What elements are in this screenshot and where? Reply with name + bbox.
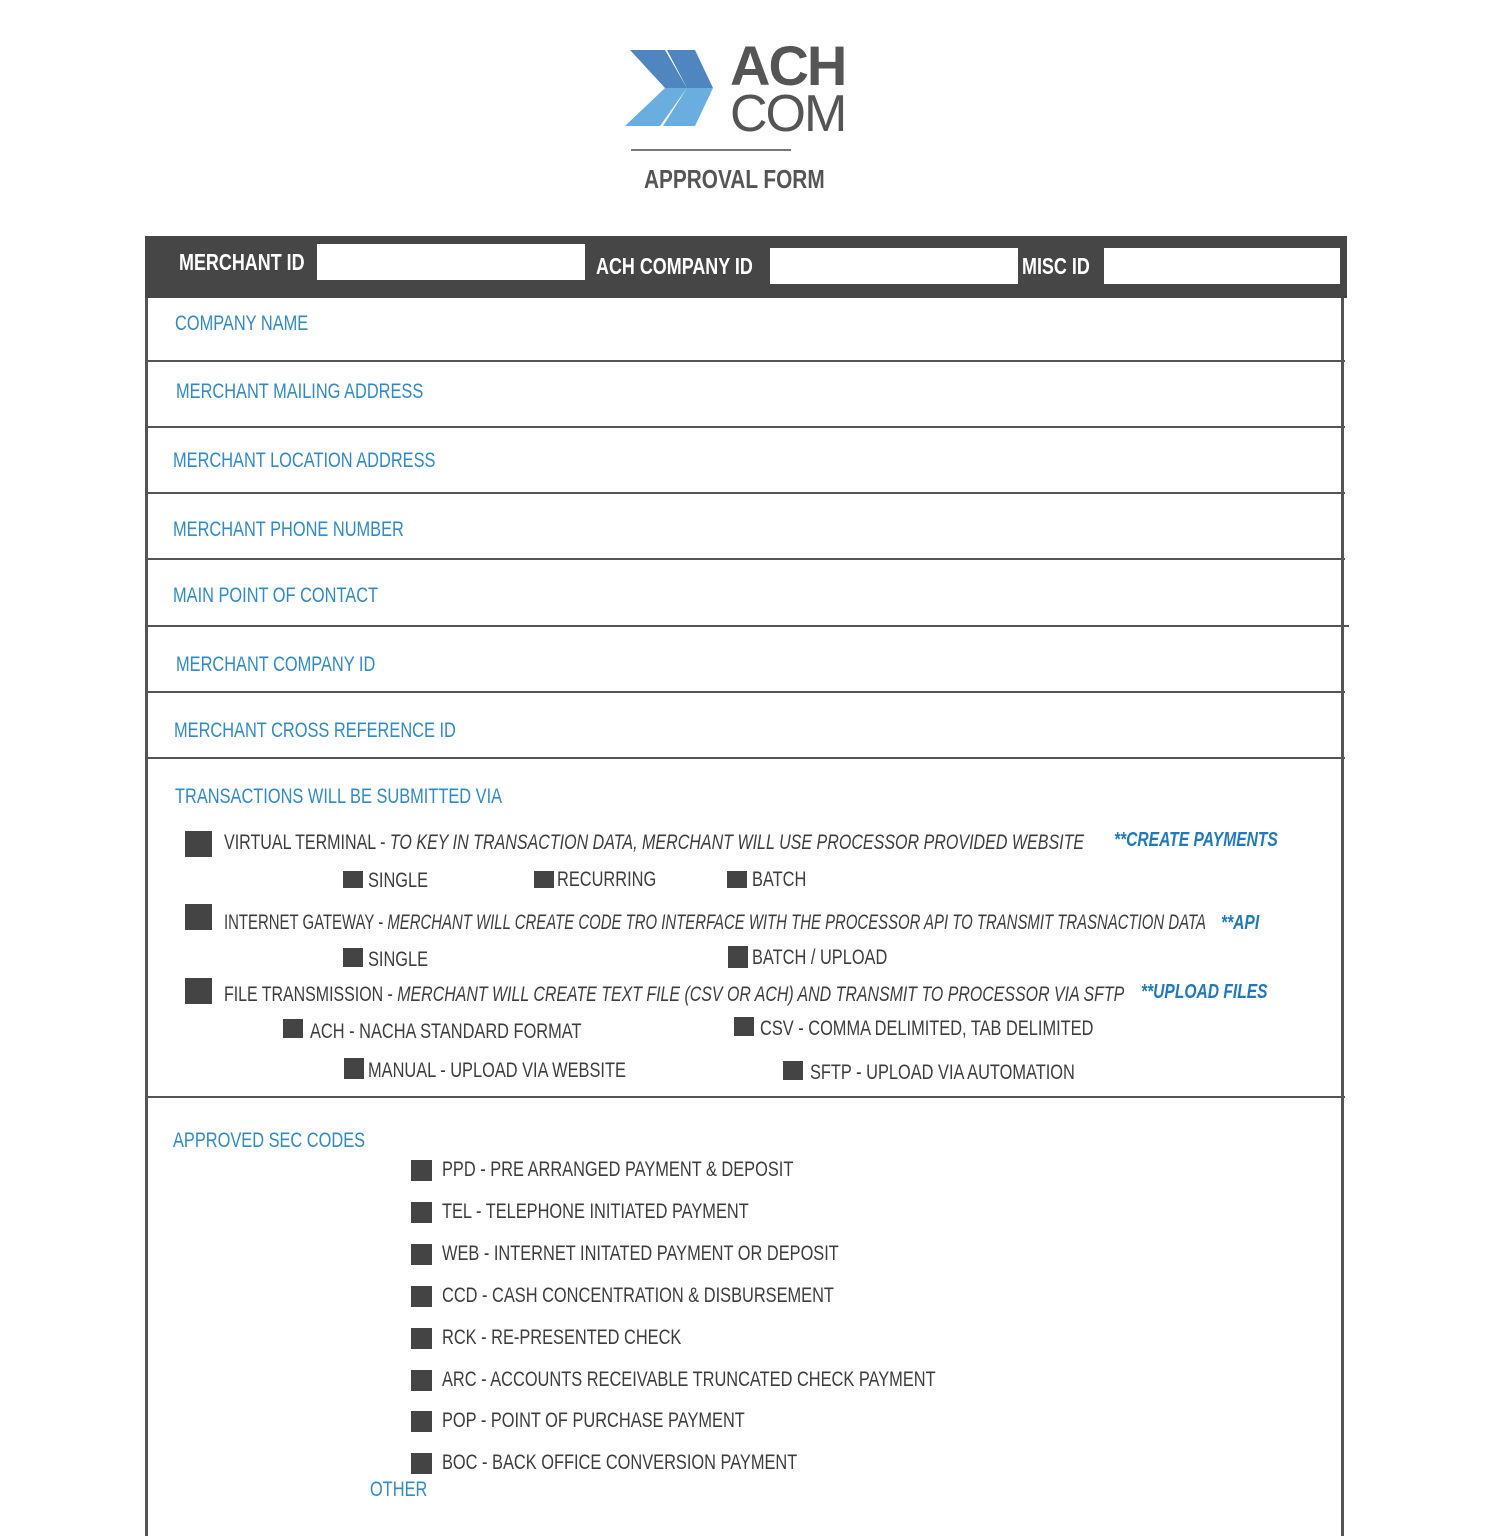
logo-text-ach: ACH (730, 34, 846, 97)
row-divider (145, 492, 1345, 494)
file-transmission-checkbox[interactable] (185, 978, 212, 1004)
ft-ach-label: ACH - NACHA STANDARD FORMAT (310, 1020, 582, 1043)
vt-batch-checkbox[interactable] (727, 871, 747, 888)
row-divider (145, 625, 1349, 627)
merchant-company-id-label: MERCHANT COMPANY ID (176, 653, 376, 676)
merchant-id-input[interactable] (317, 244, 585, 280)
logo-text-com: COM (730, 85, 846, 143)
sec-code-label: ARC - ACCOUNTS RECEIVABLE TRUNCATED CHECK PAYMENT (442, 1367, 936, 1391)
misc-id-input[interactable] (1104, 248, 1340, 284)
internet-gateway-label: INTERNET GATEWAY - (224, 911, 388, 934)
ft-csv-label: CSV - COMMA DELIMITED, TAB DELIMITED (760, 1017, 1094, 1040)
sec-code-label: BOC - BACK OFFICE CONVERSION PAYMENT (442, 1451, 798, 1475)
ft-manual-checkbox[interactable] (344, 1058, 364, 1079)
other-label: OTHER (370, 1478, 428, 1501)
merchant-id-label: MERCHANT ID (179, 249, 305, 275)
sec-code-label: CCD - CASH CONCENTRATION & DISBURSEMENT (442, 1283, 834, 1307)
row-divider (145, 360, 1345, 362)
virtual-terminal-label: VIRTUAL TERMINAL - (224, 831, 390, 854)
file-transmission-desc: MERCHANT WILL CREATE TEXT FILE (CSV OR ACH) AND TRANSMIT TO PROCESSOR VIA SFTP (397, 983, 1125, 1006)
sec-codes-heading: APPROVED SEC CODES (173, 1129, 366, 1152)
row-divider (145, 1096, 1345, 1098)
row-divider (145, 691, 1345, 693)
api-note: **API (1221, 912, 1260, 934)
ft-sftp-label: SFTP - UPLOAD VIA AUTOMATION (810, 1061, 1075, 1084)
ig-single-label: SINGLE (368, 948, 429, 971)
vt-single-label: SINGLE (368, 869, 429, 892)
ft-csv-checkbox[interactable] (734, 1017, 754, 1036)
logo-divider (631, 149, 791, 151)
page-title: APPROVAL FORM (644, 164, 825, 194)
row-divider (145, 426, 1345, 428)
misc-id-label: MISC ID (1022, 253, 1090, 279)
cross-reference-id-label: MERCHANT CROSS REFERENCE ID (174, 719, 456, 742)
point-of-contact-label: MAIN POINT OF CONTACT (173, 584, 379, 607)
ft-manual-label: MANUAL - UPLOAD VIA WEBSITE (368, 1059, 626, 1082)
phone-number-label: MERCHANT PHONE NUMBER (173, 518, 404, 541)
sec-code-checkbox[interactable] (411, 1328, 432, 1349)
sec-code-checkbox[interactable] (411, 1411, 432, 1432)
ach-company-id-label: ACH COMPANY ID (596, 253, 753, 279)
sec-code-checkbox[interactable] (411, 1244, 432, 1265)
vt-single-checkbox[interactable] (343, 871, 363, 888)
sec-code-checkbox[interactable] (411, 1160, 432, 1181)
row-divider (145, 558, 1345, 560)
company-name-label: COMPANY NAME (175, 312, 309, 335)
ig-single-checkbox[interactable] (343, 948, 363, 967)
sec-code-checkbox[interactable] (411, 1453, 432, 1474)
vt-batch-label: BATCH (752, 868, 807, 891)
create-payments-note: **CREATE PAYMENTS (1114, 829, 1278, 851)
sec-code-label: PPD - PRE ARRANGED PAYMENT & DEPOSIT (442, 1158, 794, 1181)
sec-code-label: POP - POINT OF PURCHASE PAYMENT (442, 1409, 745, 1433)
transactions-heading: TRANSACTIONS WILL BE SUBMITTED VIA (175, 785, 503, 808)
row-divider (145, 757, 1345, 759)
vt-recurring-label: RECURRING (557, 868, 657, 891)
sec-code-label: TEL - TELEPHONE INITIATED PAYMENT (442, 1199, 749, 1223)
sec-code-label: WEB - INTERNET INITATED PAYMENT OR DEPOSIT (442, 1241, 839, 1265)
internet-gateway-desc: MERCHANT WILL CREATE CODE TRO INTERFACE WITH THE PROCESSOR API TO TRANSMIT TRASNACTION DATA (387, 911, 1206, 934)
ft-ach-checkbox[interactable] (283, 1019, 303, 1038)
internet-gateway-checkbox[interactable] (185, 904, 212, 930)
sec-code-checkbox[interactable] (411, 1202, 432, 1223)
virtual-terminal-checkbox[interactable] (185, 831, 212, 857)
ig-batch-upload-label: BATCH / UPLOAD (752, 946, 888, 969)
sec-code-checkbox[interactable] (411, 1370, 432, 1391)
mailing-address-label: MERCHANT MAILING ADDRESS (176, 380, 424, 403)
virtual-terminal-desc: TO KEY IN TRANSACTION DATA, MERCHANT WILL USE PROCESSOR PROVIDED WEBSITE (389, 831, 1085, 854)
file-transmission-label: FILE TRANSMISSION - (224, 983, 398, 1006)
vt-recurring-checkbox[interactable] (534, 871, 554, 888)
chevron-logo-icon (625, 48, 717, 130)
sec-code-label: RCK - RE-PRESENTED CHECK (442, 1325, 682, 1349)
upload-files-note: **UPLOAD FILES (1141, 981, 1268, 1003)
ach-company-id-input[interactable] (770, 248, 1018, 284)
ft-sftp-checkbox[interactable] (783, 1061, 803, 1080)
location-address-label: MERCHANT LOCATION ADDRESS (173, 449, 436, 472)
ig-batch-upload-checkbox[interactable] (728, 946, 748, 968)
sec-code-checkbox[interactable] (411, 1286, 432, 1307)
